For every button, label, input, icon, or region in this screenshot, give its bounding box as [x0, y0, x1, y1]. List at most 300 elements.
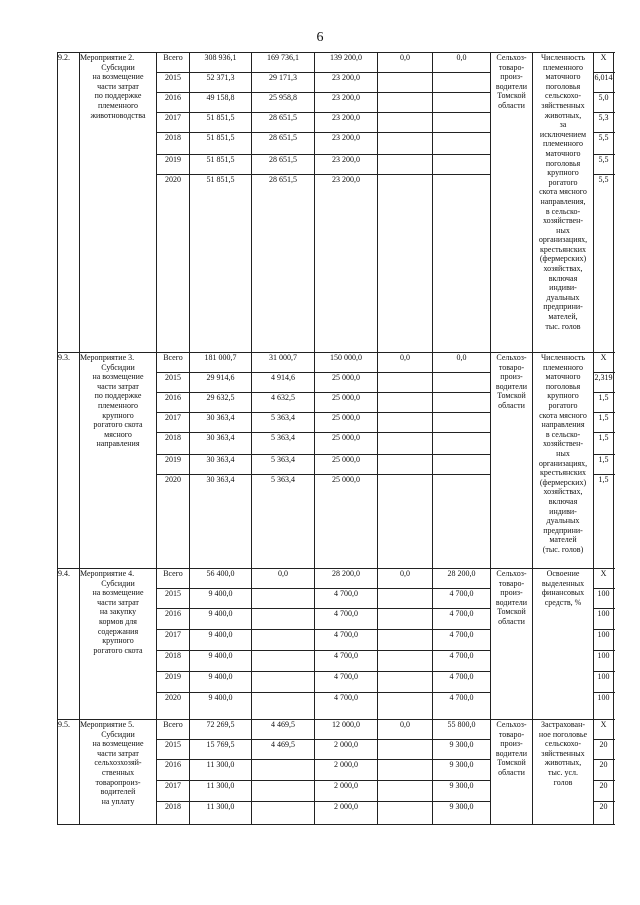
executor-line: произ- [500, 72, 523, 82]
regional-budget-cell: 2 000,0 [315, 740, 378, 760]
indicator-line: крестьянских [539, 468, 586, 478]
local-budget-cell [378, 693, 433, 720]
other-sources-cell: 4 700,0 [433, 609, 491, 630]
total-amount-cell: 181 000,7 [190, 353, 252, 373]
executor-line: Сельхоз- [496, 569, 527, 578]
local-budget-cell [378, 155, 433, 175]
executor-line: Томской [497, 91, 526, 101]
table-row [58, 569, 614, 589]
indicator-value-cell: 2,319 [594, 373, 614, 393]
event-name-line: мясного [104, 429, 132, 439]
executor-line: товаро- [498, 578, 525, 588]
local-budget-cell: 0,0 [378, 569, 433, 589]
indicator-line: индиви- [549, 283, 577, 293]
indicator-cell [533, 569, 594, 720]
indicator-line: исключением [539, 129, 587, 139]
federal-budget-cell [252, 672, 315, 693]
executor-line: Томской [497, 758, 526, 768]
year-cell: 2019 [157, 672, 190, 693]
total-amount-cell: 308 936,1 [190, 53, 252, 73]
event-name-line: Субсидии [101, 362, 135, 372]
indicator-line: дуальных [546, 292, 580, 302]
total-amount-cell: 9 400,0 [190, 609, 252, 630]
indicator-value-cell: X [594, 353, 614, 373]
local-budget-cell: 0,0 [378, 53, 433, 73]
other-sources-cell [433, 455, 491, 475]
year-cell: 2017 [157, 113, 190, 133]
indicator-line: направления [541, 420, 585, 430]
page-number: 6 [316, 30, 324, 45]
indicator-line: поголовья [545, 381, 581, 391]
indicator-line: тыс. усл. [548, 767, 578, 777]
indicator-line: Численность [540, 353, 586, 362]
indicator-cell [533, 53, 594, 353]
year-cell: 2020 [157, 475, 190, 569]
event-name-line: товаропроиз- [95, 777, 141, 787]
event-name-line: Мероприятие 4. [80, 569, 135, 578]
indicator-line: включая [548, 273, 578, 283]
other-sources-cell: 4 700,0 [433, 672, 491, 693]
event-name-line: Субсидии [101, 578, 135, 588]
indicator-value-cell: 20 [594, 781, 614, 802]
event-name-line: крупного [102, 410, 134, 420]
other-sources-cell: 4 700,0 [433, 693, 491, 720]
total-amount-cell: 30 363,4 [190, 455, 252, 475]
indicator-line: хозяйствен- [542, 439, 584, 449]
indicator-line: поголовья [545, 158, 581, 168]
event-name-line: направления [96, 439, 140, 449]
other-sources-cell [433, 155, 491, 175]
event-name-line: племенного [97, 400, 139, 410]
regional-budget-cell: 4 700,0 [315, 609, 378, 630]
year-cell: 2020 [157, 175, 190, 353]
local-budget-cell [378, 589, 433, 609]
indicator-line: за [559, 120, 567, 130]
total-amount-cell: 11 300,0 [190, 802, 252, 825]
total-amount-cell: 51 851,5 [190, 175, 252, 353]
year-cell: 2018 [157, 433, 190, 455]
indicator-cell [533, 720, 594, 825]
federal-budget-cell [252, 630, 315, 651]
event-name-line: на возмещение [92, 372, 144, 382]
indicator-value-cell: 20 [594, 740, 614, 760]
year-cell: 2018 [157, 133, 190, 155]
regional-budget-cell: 150 000,0 [315, 353, 378, 373]
indicator-line: организациях, [538, 235, 588, 245]
indicator-line: поголовья [545, 81, 581, 91]
indicator-line: маточного [545, 372, 581, 382]
total-amount-cell: 51 851,5 [190, 113, 252, 133]
indicator-value-cell: X [594, 569, 614, 589]
indicator-line: Застрахован- [540, 720, 586, 729]
indicator-line: тыс. голов [545, 321, 581, 331]
total-amount-cell: 49 158,8 [190, 93, 252, 113]
federal-budget-cell [252, 609, 315, 630]
federal-budget-cell [252, 589, 315, 609]
federal-budget-cell: 4 469,5 [252, 720, 315, 740]
indicator-value-cell: X [594, 53, 614, 73]
indicator-value-cell: 100 [594, 672, 614, 693]
other-sources-cell: 0,0 [433, 353, 491, 373]
other-sources-cell: 4 700,0 [433, 651, 491, 672]
year-cell: 2020 [157, 693, 190, 720]
executor-cell [491, 53, 533, 353]
indicator-line: племенного [542, 139, 584, 149]
executor-cell [491, 353, 533, 569]
other-sources-cell [433, 413, 491, 433]
indicator-line: рогатого [548, 177, 578, 187]
total-amount-cell: 29 632,5 [190, 393, 252, 413]
indicator-line: скота мясного [539, 410, 587, 420]
executor-line: области [498, 767, 525, 777]
year-cell: 2015 [157, 740, 190, 760]
indicator-line: крестьянских [539, 244, 586, 254]
indicator-line: мателей [549, 535, 577, 545]
indicator-value-cell: 100 [594, 630, 614, 651]
total-amount-cell: 9 400,0 [190, 589, 252, 609]
local-budget-cell: 0,0 [378, 353, 433, 373]
indicator-line: крупного [547, 391, 579, 401]
year-cell: 2019 [157, 155, 190, 175]
federal-budget-cell [252, 802, 315, 825]
indicator-value-cell: 100 [594, 651, 614, 672]
event-name-line: ственных [101, 767, 135, 777]
year-cell: 2018 [157, 802, 190, 825]
executor-line: Томской [497, 391, 526, 401]
federal-budget-cell: 5 363,4 [252, 413, 315, 433]
indicator-value-cell: 100 [594, 589, 614, 609]
federal-budget-cell: 0,0 [252, 569, 315, 589]
other-sources-cell: 9 300,0 [433, 781, 491, 802]
event-name-line: Мероприятие 2. [80, 53, 135, 62]
local-budget-cell [378, 672, 433, 693]
indicator-line: ное поголовье [538, 729, 588, 739]
event-name-line: кормов для [99, 616, 137, 626]
indicator-line: хозяйствен- [542, 216, 584, 226]
indicator-value-cell: 20 [594, 802, 614, 825]
regional-budget-cell: 4 700,0 [315, 693, 378, 720]
local-budget-cell [378, 73, 433, 93]
year-cell: Всего [157, 353, 190, 373]
indicator-line: предприни- [543, 302, 583, 312]
federal-budget-cell: 28 651,5 [252, 133, 315, 155]
event-name-line: содержания [97, 626, 139, 636]
federal-budget-cell: 4 632,5 [252, 393, 315, 413]
indicator-line: ных [556, 225, 570, 235]
indicator-value-cell: 100 [594, 693, 614, 720]
local-budget-cell [378, 802, 433, 825]
indicator-line: зяйственных [541, 748, 585, 758]
local-budget-cell [378, 175, 433, 353]
indicator-line: маточного [545, 72, 581, 82]
indicator-value-cell: X [594, 720, 614, 740]
indicator-value-cell: 1,5 [594, 393, 614, 413]
total-amount-cell: 51 851,5 [190, 155, 252, 175]
year-cell: 2015 [157, 589, 190, 609]
local-budget-cell [378, 413, 433, 433]
local-budget-cell [378, 393, 433, 413]
indicator-line: (фермерских) [539, 254, 587, 264]
executor-line: произ- [500, 372, 523, 382]
event-name-line: по поддержке [94, 391, 142, 401]
total-amount-cell: 9 400,0 [190, 651, 252, 672]
indicator-line: индиви- [549, 506, 577, 516]
federal-budget-cell: 5 363,4 [252, 455, 315, 475]
year-cell: Всего [157, 53, 190, 73]
executor-line: произ- [500, 588, 523, 598]
indicator-value-cell: 100 [594, 609, 614, 630]
executor-line: водители [495, 748, 528, 758]
total-amount-cell: 72 269,5 [190, 720, 252, 740]
event-name-line: крупного [102, 636, 134, 646]
federal-budget-cell [252, 693, 315, 720]
other-sources-cell [433, 93, 491, 113]
event-number: 9.4. [58, 569, 80, 720]
federal-budget-cell: 29 171,3 [252, 73, 315, 93]
year-cell: 2016 [157, 93, 190, 113]
total-amount-cell: 11 300,0 [190, 760, 252, 781]
event-number: 9.2. [58, 53, 80, 353]
executor-line: водители [495, 81, 528, 91]
other-sources-cell: 28 200,0 [433, 569, 491, 589]
local-budget-cell: 0,0 [378, 720, 433, 740]
total-amount-cell: 9 400,0 [190, 672, 252, 693]
indicator-line: предприни- [543, 525, 583, 535]
indicator-line: средств, % [544, 597, 582, 607]
regional-budget-cell: 25 000,0 [315, 475, 378, 569]
table-row [58, 720, 614, 740]
regional-budget-cell: 4 700,0 [315, 630, 378, 651]
indicator-line: мателей, [548, 312, 578, 322]
regional-budget-cell: 12 000,0 [315, 720, 378, 740]
regional-budget-cell: 2 000,0 [315, 802, 378, 825]
federal-budget-cell [252, 760, 315, 781]
regional-budget-cell: 23 200,0 [315, 113, 378, 133]
regional-budget-cell: 23 200,0 [315, 73, 378, 93]
table-row [58, 53, 614, 73]
regional-budget-cell: 25 000,0 [315, 455, 378, 475]
event-name-line: сельхозхозяй- [94, 758, 142, 768]
indicator-value-cell: 6,014 [594, 73, 614, 93]
event-name-line: части затрат [97, 381, 139, 391]
event-name-line: рогатого скота [93, 645, 143, 655]
total-amount-cell: 52 371,3 [190, 73, 252, 93]
regional-budget-cell: 25 000,0 [315, 393, 378, 413]
table-row [58, 353, 614, 373]
regional-budget-cell: 139 200,0 [315, 53, 378, 73]
local-budget-cell [378, 630, 433, 651]
event-name-line: части затрат [97, 81, 139, 91]
local-budget-cell [378, 651, 433, 672]
event-name-line: рогатого скота [93, 420, 143, 430]
event-name-line: Субсидии [101, 62, 135, 72]
executor-cell [491, 569, 533, 720]
total-amount-cell: 30 363,4 [190, 413, 252, 433]
event-name-line: на возмещение [92, 588, 144, 598]
federal-budget-cell: 28 651,5 [252, 113, 315, 133]
event-number: 9.5. [58, 720, 80, 825]
event-name-line: на возмещение [92, 739, 144, 749]
indicator-line: голов [553, 777, 573, 787]
total-amount-cell: 15 769,5 [190, 740, 252, 760]
regional-budget-cell: 4 700,0 [315, 672, 378, 693]
indicator-line: организациях, [538, 458, 588, 468]
other-sources-cell [433, 113, 491, 133]
regional-budget-cell: 4 700,0 [315, 651, 378, 672]
event-number: 9.3. [58, 353, 80, 569]
indicator-line: (тыс. голов) [542, 544, 584, 554]
regional-budget-cell: 25 000,0 [315, 373, 378, 393]
federal-budget-cell: 25 958,8 [252, 93, 315, 113]
event-name-line: Мероприятие 3. [80, 353, 135, 362]
regional-budget-cell: 23 200,0 [315, 175, 378, 353]
total-amount-cell: 30 363,4 [190, 433, 252, 455]
executor-line: товаро- [498, 62, 525, 72]
indicator-line: сельскохо- [544, 739, 582, 749]
indicator-line: хозяйствах, [543, 487, 583, 497]
federal-budget-cell: 5 363,4 [252, 475, 315, 569]
executor-line: Сельхоз- [496, 53, 527, 62]
indicator-line: включая [548, 496, 578, 506]
program-events-table [57, 52, 614, 825]
event-name-line: части затрат [97, 748, 139, 758]
executor-line: области [498, 100, 525, 110]
event-name-line: по поддержке [94, 91, 142, 101]
other-sources-cell: 4 700,0 [433, 589, 491, 609]
other-sources-cell [433, 433, 491, 455]
indicator-line: ных [556, 448, 570, 458]
federal-budget-cell [252, 651, 315, 672]
indicator-line: Освоение [546, 569, 580, 578]
local-budget-cell [378, 133, 433, 155]
other-sources-cell: 55 800,0 [433, 720, 491, 740]
regional-budget-cell: 25 000,0 [315, 413, 378, 433]
executor-line: произ- [500, 739, 523, 749]
local-budget-cell [378, 93, 433, 113]
indicator-line: выделенных [541, 578, 585, 588]
executor-line: водители [495, 597, 528, 607]
executor-cell [491, 720, 533, 825]
federal-budget-cell: 28 651,5 [252, 175, 315, 353]
indicator-value-cell: 5,0 [594, 93, 614, 113]
event-name [80, 720, 157, 825]
indicator-line: племенного [542, 62, 584, 72]
year-cell: 2017 [157, 630, 190, 651]
other-sources-cell: 4 700,0 [433, 630, 491, 651]
event-name-line: племенного [97, 100, 139, 110]
federal-budget-cell: 31 000,7 [252, 353, 315, 373]
total-amount-cell: 51 851,5 [190, 133, 252, 155]
indicator-line: финансовых [541, 588, 585, 598]
indicator-line: животных, [544, 110, 582, 120]
indicator-value-cell: 1,5 [594, 475, 614, 569]
executor-line: области [498, 616, 525, 626]
other-sources-cell [433, 133, 491, 155]
indicator-line: хозяйствах, [543, 264, 583, 274]
event-name [80, 53, 157, 353]
other-sources-cell [433, 393, 491, 413]
year-cell: Всего [157, 720, 190, 740]
other-sources-cell: 9 300,0 [433, 760, 491, 781]
indicator-line: животных, [544, 758, 582, 768]
other-sources-cell [433, 475, 491, 569]
executor-line: области [498, 400, 525, 410]
indicator-value-cell: 5,5 [594, 175, 614, 353]
total-amount-cell: 56 400,0 [190, 569, 252, 589]
other-sources-cell [433, 373, 491, 393]
regional-budget-cell: 23 200,0 [315, 93, 378, 113]
executor-line: Сельхоз- [496, 720, 527, 729]
regional-budget-cell: 25 000,0 [315, 433, 378, 455]
indicator-value-cell: 1,5 [594, 433, 614, 455]
federal-budget-cell: 5 363,4 [252, 433, 315, 455]
federal-budget-cell: 4 469,5 [252, 740, 315, 760]
local-budget-cell [378, 113, 433, 133]
event-name-line: Мероприятие 5. [80, 720, 135, 729]
local-budget-cell [378, 455, 433, 475]
indicator-line: дуальных [546, 516, 580, 526]
event-name-line: водителей [100, 787, 136, 797]
indicator-line: зяйственных [541, 100, 585, 110]
regional-budget-cell: 28 200,0 [315, 569, 378, 589]
local-budget-cell [378, 373, 433, 393]
indicator-line: в сельско- [545, 206, 581, 216]
federal-budget-cell: 28 651,5 [252, 155, 315, 175]
year-cell: 2016 [157, 609, 190, 630]
regional-budget-cell: 4 700,0 [315, 589, 378, 609]
indicator-value-cell: 5,3 [594, 113, 614, 133]
indicator-line: в сельско- [545, 429, 581, 439]
indicator-value-cell: 5,5 [594, 133, 614, 155]
event-name-line: на возмещение [92, 72, 144, 82]
local-budget-cell [378, 781, 433, 802]
indicator-line: направления, [540, 196, 586, 206]
year-cell: 2015 [157, 373, 190, 393]
regional-budget-cell: 2 000,0 [315, 760, 378, 781]
total-amount-cell: 30 363,4 [190, 475, 252, 569]
indicator-line: скота мясного [539, 187, 587, 197]
event-name-line: на закупку [99, 607, 137, 617]
event-name [80, 569, 157, 720]
indicator-line: Численность [540, 53, 586, 62]
event-name-line: на уплату [101, 796, 135, 806]
local-budget-cell [378, 740, 433, 760]
total-amount-cell: 11 300,0 [190, 781, 252, 802]
indicator-cell [533, 353, 594, 569]
local-budget-cell [378, 760, 433, 781]
year-cell: 2016 [157, 393, 190, 413]
indicator-line: рогатого [548, 400, 578, 410]
year-cell: 2018 [157, 651, 190, 672]
other-sources-cell [433, 175, 491, 353]
total-amount-cell: 9 400,0 [190, 630, 252, 651]
indicator-value-cell: 5,5 [594, 155, 614, 175]
federal-budget-cell: 4 914,6 [252, 373, 315, 393]
total-amount-cell: 9 400,0 [190, 693, 252, 720]
other-sources-cell: 9 300,0 [433, 740, 491, 760]
event-name-line: части затрат [97, 597, 139, 607]
indicator-line: крупного [547, 168, 579, 178]
other-sources-cell: 9 300,0 [433, 802, 491, 825]
local-budget-cell [378, 475, 433, 569]
indicator-line: племенного [542, 362, 584, 372]
event-name-line: животноводства [90, 110, 146, 120]
federal-budget-cell: 169 736,1 [252, 53, 315, 73]
local-budget-cell [378, 433, 433, 455]
other-sources-cell [433, 73, 491, 93]
other-sources-cell: 0,0 [433, 53, 491, 73]
year-cell: 2019 [157, 455, 190, 475]
